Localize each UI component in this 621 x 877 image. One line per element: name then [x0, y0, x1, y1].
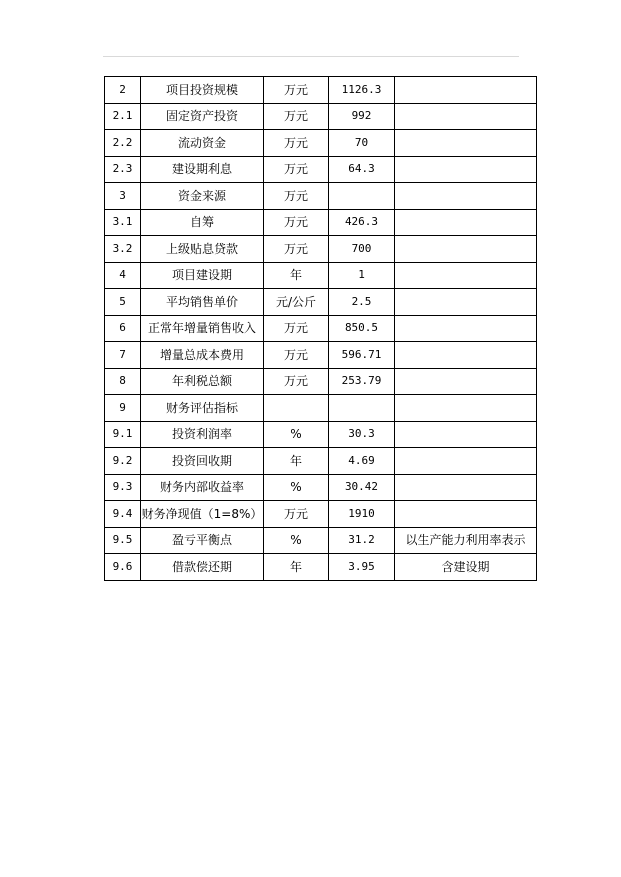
- value-cell: 30.42: [329, 474, 395, 501]
- unit-cell: [264, 395, 329, 422]
- value-cell: 253.79: [329, 368, 395, 395]
- row-number-cell: 9.1: [105, 421, 141, 448]
- unit-cell: 万元: [264, 236, 329, 263]
- note-cell: [395, 156, 537, 183]
- value-cell: 2.5: [329, 289, 395, 316]
- row-number-cell: 9.2: [105, 448, 141, 475]
- row-number-cell: 3.1: [105, 209, 141, 236]
- header-rule: [103, 56, 519, 57]
- table-row: [105, 289, 537, 316]
- item-name-cell: 年利税总额: [141, 368, 264, 395]
- row-number-cell: 2.1: [105, 103, 141, 130]
- value-cell: [329, 395, 395, 422]
- item-name-cell: 投资回收期: [141, 448, 264, 475]
- item-name-cell: 项目建设期: [141, 262, 264, 289]
- row-number-cell: 2.2: [105, 130, 141, 157]
- note-cell: [395, 289, 537, 316]
- value-cell: 31.2: [329, 527, 395, 554]
- item-name-cell: 借款偿还期: [141, 554, 264, 581]
- note-cell: [395, 262, 537, 289]
- item-name-cell: 正常年增量销售收入: [141, 315, 264, 342]
- unit-cell: 万元: [264, 209, 329, 236]
- value-cell: [329, 183, 395, 210]
- row-number-cell: 9.5: [105, 527, 141, 554]
- note-cell: [395, 421, 537, 448]
- item-name-cell: 固定资产投资: [141, 103, 264, 130]
- note-cell: [395, 130, 537, 157]
- note-cell: [395, 209, 537, 236]
- row-number-cell: 2: [105, 77, 141, 104]
- unit-cell: 万元: [264, 315, 329, 342]
- table-row: [105, 103, 537, 130]
- table-row: [105, 130, 537, 157]
- item-name-cell: 财务净现值（1=8%）: [141, 501, 264, 528]
- unit-cell: 万元: [264, 501, 329, 528]
- table-row: [105, 474, 537, 501]
- note-cell: [395, 236, 537, 263]
- note-cell: [395, 474, 537, 501]
- row-number-cell: 6: [105, 315, 141, 342]
- table-row: [105, 315, 537, 342]
- value-cell: 64.3: [329, 156, 395, 183]
- unit-cell: 年: [264, 554, 329, 581]
- row-number-cell: 9.6: [105, 554, 141, 581]
- note-cell: [395, 183, 537, 210]
- financial-indicators-table: [104, 76, 537, 581]
- row-number-cell: 2.3: [105, 156, 141, 183]
- unit-cell: 万元: [264, 342, 329, 369]
- unit-cell: 元/公斤: [264, 289, 329, 316]
- table-row: [105, 156, 537, 183]
- table-row: [105, 448, 537, 475]
- table-row: [105, 342, 537, 369]
- unit-cell: 万元: [264, 156, 329, 183]
- item-name-cell: 平均销售单价: [141, 289, 264, 316]
- item-name-cell: 流动资金: [141, 130, 264, 157]
- value-cell: 30.3: [329, 421, 395, 448]
- value-cell: 992: [329, 103, 395, 130]
- unit-cell: 万元: [264, 103, 329, 130]
- item-name-cell: 建设期利息: [141, 156, 264, 183]
- row-number-cell: 3.2: [105, 236, 141, 263]
- table-row: [105, 527, 537, 554]
- row-number-cell: 3: [105, 183, 141, 210]
- unit-cell: 年: [264, 448, 329, 475]
- item-name-cell: 财务内部收益率: [141, 474, 264, 501]
- unit-cell: 年: [264, 262, 329, 289]
- unit-cell: %: [264, 527, 329, 554]
- table-row: [105, 554, 537, 581]
- item-name-cell: 盈亏平衡点: [141, 527, 264, 554]
- table-row: [105, 368, 537, 395]
- value-cell: 850.5: [329, 315, 395, 342]
- unit-cell: %: [264, 474, 329, 501]
- table-row: [105, 421, 537, 448]
- table-row: [105, 183, 537, 210]
- table-row: [105, 77, 537, 104]
- value-cell: 426.3: [329, 209, 395, 236]
- note-cell: 以生产能力利用率表示: [395, 527, 537, 554]
- note-cell: [395, 315, 537, 342]
- table-row: [105, 501, 537, 528]
- table-row: [105, 262, 537, 289]
- note-cell: [395, 342, 537, 369]
- table-row: [105, 236, 537, 263]
- row-number-cell: 8: [105, 368, 141, 395]
- row-number-cell: 9.4: [105, 501, 141, 528]
- note-cell: [395, 368, 537, 395]
- item-name-cell: 自筹: [141, 209, 264, 236]
- value-cell: 596.71: [329, 342, 395, 369]
- value-cell: 700: [329, 236, 395, 263]
- item-name-cell: 财务评估指标: [141, 395, 264, 422]
- item-name-cell: 投资利润率: [141, 421, 264, 448]
- row-number-cell: 5: [105, 289, 141, 316]
- row-number-cell: 7: [105, 342, 141, 369]
- note-cell: [395, 501, 537, 528]
- note-cell: [395, 395, 537, 422]
- unit-cell: 万元: [264, 183, 329, 210]
- value-cell: 70: [329, 130, 395, 157]
- row-number-cell: 9.3: [105, 474, 141, 501]
- row-number-cell: 4: [105, 262, 141, 289]
- item-name-cell: 资金来源: [141, 183, 264, 210]
- note-cell: [395, 77, 537, 104]
- unit-cell: %: [264, 421, 329, 448]
- unit-cell: 万元: [264, 368, 329, 395]
- table-row: [105, 395, 537, 422]
- row-number-cell: 9: [105, 395, 141, 422]
- table-row: [105, 209, 537, 236]
- value-cell: 4.69: [329, 448, 395, 475]
- table-body: [105, 77, 537, 581]
- note-cell: [395, 103, 537, 130]
- value-cell: 3.95: [329, 554, 395, 581]
- value-cell: 1910: [329, 501, 395, 528]
- value-cell: 1: [329, 262, 395, 289]
- value-cell: 1126.3: [329, 77, 395, 104]
- unit-cell: 万元: [264, 130, 329, 157]
- item-name-cell: 项目投资规模: [141, 77, 264, 104]
- item-name-cell: 上级贴息贷款: [141, 236, 264, 263]
- item-name-cell: 增量总成本费用: [141, 342, 264, 369]
- note-cell: 含建设期: [395, 554, 537, 581]
- unit-cell: 万元: [264, 77, 329, 104]
- note-cell: [395, 448, 537, 475]
